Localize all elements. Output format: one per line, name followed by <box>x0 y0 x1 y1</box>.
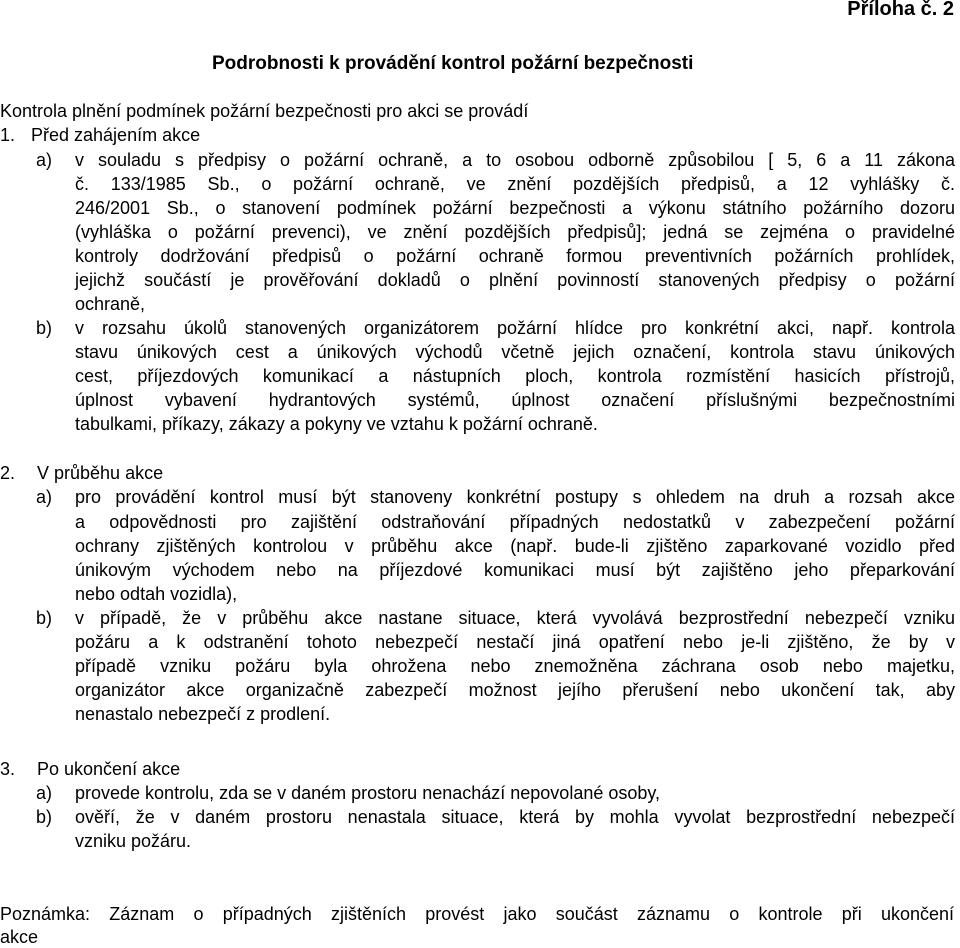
section-2-item-a-line: únikovým východem nebo na příjezdové komunikaci musí být zajištěno jeho přeparkování <box>75 560 955 580</box>
section-2-item-b-line: organizátor akce organizačně zabezpečí možnost jejího přerušení nebo ukončení tak, aby <box>75 680 955 700</box>
section-3-item-a-line: provede kontrolu, zda se v daném prostoru nenachází nepovolané osoby, <box>75 783 661 803</box>
section-2-item-a-line: ochrany zjištěných kontrolou v průběhu akce (např. bude-li zjištěno zaparkované vozidlo před <box>75 536 955 556</box>
page-title: Podrobnosti k provádění kontrol požární bezpečnosti <box>212 53 694 74</box>
section-1-item-b-line: tabulkami, příkazy, zákazy a pokyny ve vztahu k požární ochraně. <box>75 414 598 434</box>
note-line: akce <box>0 927 39 947</box>
intro-text: Kontrola plnění podmínek požární bezpečnosti pro akci se provádí <box>0 101 529 121</box>
section-2-item-b-marker: b) <box>36 608 53 628</box>
section-1-item-a-line: č. 133/1985 Sb., o požární ochraně, ve znění pozdějších předpisů, a 12 vyhlášky č. <box>75 174 955 194</box>
section-2-item-b-line: případě vzniku požáru byla ohrožena nebo znemožněna záchrana osob nebo majetku, <box>75 656 955 676</box>
section-3-heading: Po ukončení akce <box>37 759 181 779</box>
note-line: Poznámka: Záznam o případných zjištěních provést jako součást záznamu o kontrole při ukončení <box>0 904 954 924</box>
section-2-item-a-line: a odpovědnosti pro zajištění odstraňování případných nedostatků v zabezpečení požární <box>75 512 955 532</box>
section-3-item-b-marker: b) <box>36 807 53 827</box>
section-1-item-b-line: cest, příjezdových komunikací a nástupních ploch, kontrola rozmístění hasicích přístrojů, <box>75 366 955 386</box>
section-1-item-b-line: stavu únikových cest a únikových východů včetně jejich označení, kontrola stavu únikových <box>75 342 955 362</box>
section-1-item-a-line: 246/2001 Sb., o stanovení podmínek požární bezpečnosti a výkonu státního požárního dozoru <box>75 198 955 218</box>
section-1-number: 1. <box>0 125 16 145</box>
section-3-number: 3. <box>0 759 16 779</box>
section-2-item-a-line: nebo odtah vozidla), <box>75 584 238 604</box>
section-1-item-a-marker: a) <box>36 150 53 170</box>
section-1-item-b-line: v rozsahu úkolů stanovených organizátorem požární hlídce pro konkrétní akci, např. kontrola <box>75 318 955 338</box>
section-3-item-a-marker: a) <box>36 783 53 803</box>
section-2-item-a-line: pro provádění kontrol musí být stanoveny konkrétní postupy s ohledem na druh a rozsah akce <box>75 487 955 507</box>
section-1-item-a-line: kontroly dodržování předpisů o požární ochraně formou preventivních požárních prohlídek, <box>75 246 955 266</box>
section-3-item-b-line: ověří, že v daném prostoru nenastala situace, která by mohla vyvolat bezprostřední nebezpečí <box>75 807 955 827</box>
section-2-item-b-line: požáru a k odstranění tohoto nebezpečí nestačí jiná opatření nebo je-li zjištěno, že by v <box>75 632 955 652</box>
section-2-heading: V průběhu akce <box>37 463 164 483</box>
section-1-item-b-line: úplnost vybavení hydrantových systémů, úplnost označení příslušnými bezpečnostními <box>75 390 955 410</box>
section-3-item-b-line: vzniku požáru. <box>75 831 192 851</box>
section-1-item-a-line: (vyhláška o požární prevenci), ve znění pozdějších předpisů]; jedná se zejména o pravidelné <box>75 222 955 242</box>
section-1-item-b-marker: b) <box>36 318 53 338</box>
section-1-heading: Před zahájením akce <box>31 125 201 145</box>
section-2-item-b-line: nenastalo nebezpečí z prodlení. <box>75 704 331 724</box>
section-1-item-a-line: jejichž součástí je prověřování dokladů o plnění povinností stanovených předpisy o požární <box>75 270 955 290</box>
section-2-item-b-line: v případě, že v průběhu akce nastane situace, která vyvolává bezprostřední nebezpečí vzniku <box>75 608 955 628</box>
section-2-item-a-marker: a) <box>36 487 53 507</box>
attachment-label: Příloha č. 2 <box>847 0 954 20</box>
section-1-item-a-line: v souladu s předpisy o požární ochraně, a to osobou odborně způsobilou [ 5, 6 a 11 zákona <box>75 150 955 170</box>
section-1-item-a-line: ochraně, <box>75 294 146 314</box>
section-2-number: 2. <box>0 463 16 483</box>
